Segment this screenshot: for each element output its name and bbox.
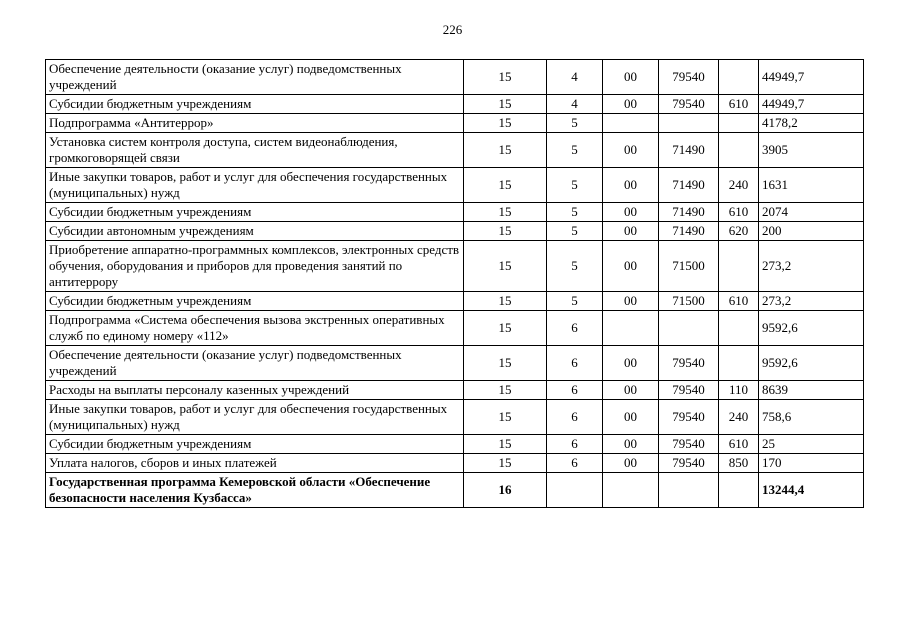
subsection-code-cell: 5 <box>547 292 603 311</box>
row-name-cell: Уплата налогов, сборов и иных платежей <box>46 454 464 473</box>
subsection-code-cell: 6 <box>547 454 603 473</box>
program-code-cell: 00 <box>603 435 659 454</box>
amount-cell: 9592,6 <box>759 346 864 381</box>
amount-cell: 273,2 <box>759 241 864 292</box>
table-row <box>46 400 864 435</box>
direction-code-cell <box>659 311 719 346</box>
direction-code-cell: 79540 <box>659 346 719 381</box>
amount-cell: 13244,4 <box>759 473 864 508</box>
row-name-cell: Установка систем контроля доступа, систем видеонаблюдения, громкоговорящей связи <box>46 133 464 168</box>
row-name-cell: Подпрограмма «Система обеспечения вызова экстренных оперативных служб по единому номеру «112» <box>46 311 464 346</box>
program-code-cell: 00 <box>603 454 659 473</box>
row-name-cell: Иные закупки товаров, работ и услуг для обеспечения государственных (муниципальных) нужд <box>46 168 464 203</box>
program-code-cell: 00 <box>603 381 659 400</box>
row-name-cell: Иные закупки товаров, работ и услуг для обеспечения государственных (муниципальных) нужд <box>46 400 464 435</box>
amount-cell: 200 <box>759 222 864 241</box>
expense-type-cell: 610 <box>719 203 759 222</box>
direction-code-cell: 79540 <box>659 435 719 454</box>
direction-code-cell: 79540 <box>659 60 719 95</box>
direction-code-cell: 71500 <box>659 241 719 292</box>
section-code-cell: 15 <box>464 311 547 346</box>
table-row <box>46 222 864 241</box>
section-code-cell: 15 <box>464 241 547 292</box>
program-code-cell: 00 <box>603 133 659 168</box>
table-row <box>46 168 864 203</box>
amount-cell: 2074 <box>759 203 864 222</box>
row-name-cell: Субсидии бюджетным учреждениям <box>46 95 464 114</box>
program-code-cell: 00 <box>603 292 659 311</box>
program-code-cell: 00 <box>603 203 659 222</box>
subsection-code-cell: 5 <box>547 133 603 168</box>
expense-type-cell: 240 <box>719 400 759 435</box>
expense-type-cell <box>719 241 759 292</box>
section-code-cell: 15 <box>464 346 547 381</box>
amount-cell: 44949,7 <box>759 95 864 114</box>
expense-type-cell: 850 <box>719 454 759 473</box>
row-name-cell: Субсидии бюджетным учреждениям <box>46 292 464 311</box>
section-code-cell: 15 <box>464 95 547 114</box>
direction-code-cell: 71500 <box>659 292 719 311</box>
direction-code-cell: 71490 <box>659 168 719 203</box>
table-row <box>46 203 864 222</box>
expense-type-cell: 610 <box>719 292 759 311</box>
table-row <box>46 60 864 95</box>
budget-table <box>45 59 864 508</box>
subsection-code-cell: 6 <box>547 400 603 435</box>
expense-type-cell <box>719 346 759 381</box>
amount-cell: 44949,7 <box>759 60 864 95</box>
program-code-cell <box>603 473 659 508</box>
section-code-cell: 15 <box>464 114 547 133</box>
subsection-code-cell: 5 <box>547 241 603 292</box>
amount-cell: 273,2 <box>759 292 864 311</box>
row-name-cell: Обеспечение деятельности (оказание услуг) подведомственных учреждений <box>46 346 464 381</box>
subsection-code-cell: 6 <box>547 435 603 454</box>
direction-code-cell: 79540 <box>659 95 719 114</box>
subsection-code-cell: 6 <box>547 346 603 381</box>
direction-code-cell: 79540 <box>659 381 719 400</box>
program-code-cell: 00 <box>603 95 659 114</box>
subsection-code-cell <box>547 473 603 508</box>
row-name-cell: Приобретение аппаратно-программных комплексов, электронных средств обучения, оборудования и приборов для проведения занятий по антитеррору <box>46 241 464 292</box>
section-code-cell: 15 <box>464 133 547 168</box>
section-code-cell: 15 <box>464 400 547 435</box>
section-code-cell: 15 <box>464 222 547 241</box>
subsection-code-cell: 5 <box>547 203 603 222</box>
amount-cell: 1631 <box>759 168 864 203</box>
amount-cell: 4178,2 <box>759 114 864 133</box>
direction-code-cell <box>659 473 719 508</box>
amount-cell: 25 <box>759 435 864 454</box>
table-row <box>46 346 864 381</box>
program-code-cell: 00 <box>603 60 659 95</box>
row-name-cell: Государственная программа Кемеровской области «Обеспечение безопасности населения Кузбасса» <box>46 473 464 508</box>
expense-type-cell: 620 <box>719 222 759 241</box>
row-name-cell: Субсидии бюджетным учреждениям <box>46 435 464 454</box>
section-code-cell: 15 <box>464 381 547 400</box>
expense-type-cell: 240 <box>719 168 759 203</box>
amount-cell: 170 <box>759 454 864 473</box>
table-row <box>46 381 864 400</box>
subsection-code-cell: 4 <box>547 60 603 95</box>
subsection-code-cell: 4 <box>547 95 603 114</box>
page-number: 226 <box>442 22 463 37</box>
amount-cell: 758,6 <box>759 400 864 435</box>
direction-code-cell <box>659 114 719 133</box>
section-code-cell: 15 <box>464 203 547 222</box>
table-row <box>46 435 864 454</box>
expense-type-cell: 610 <box>719 95 759 114</box>
subsection-code-cell: 5 <box>547 222 603 241</box>
row-name-cell: Субсидии бюджетным учреждениям <box>46 203 464 222</box>
program-code-cell: 00 <box>603 346 659 381</box>
direction-code-cell: 71490 <box>659 222 719 241</box>
section-code-cell: 15 <box>464 168 547 203</box>
table-body <box>46 60 864 508</box>
expense-type-cell <box>719 311 759 346</box>
program-code-cell: 00 <box>603 168 659 203</box>
table-row <box>46 473 864 508</box>
program-code-cell: 00 <box>603 222 659 241</box>
row-name-cell: Подпрограмма «Антитеррор» <box>46 114 464 133</box>
program-code-cell: 00 <box>603 400 659 435</box>
table-row <box>46 133 864 168</box>
amount-cell: 8639 <box>759 381 864 400</box>
row-name-cell: Субсидии автономным учреждениям <box>46 222 464 241</box>
expense-type-cell: 110 <box>719 381 759 400</box>
expense-type-cell <box>719 60 759 95</box>
table-row <box>46 114 864 133</box>
amount-cell: 9592,6 <box>759 311 864 346</box>
subsection-code-cell: 6 <box>547 381 603 400</box>
expense-type-cell <box>719 114 759 133</box>
amount-cell: 3905 <box>759 133 864 168</box>
direction-code-cell: 79540 <box>659 454 719 473</box>
subsection-code-cell: 6 <box>547 311 603 346</box>
expense-type-cell <box>719 133 759 168</box>
table-row <box>46 241 864 292</box>
subsection-code-cell: 5 <box>547 114 603 133</box>
direction-code-cell: 71490 <box>659 203 719 222</box>
section-code-cell: 15 <box>464 292 547 311</box>
table-row <box>46 311 864 346</box>
program-code-cell <box>603 114 659 133</box>
subsection-code-cell: 5 <box>547 168 603 203</box>
row-name-cell: Расходы на выплаты персоналу казенных учреждений <box>46 381 464 400</box>
section-code-cell: 15 <box>464 454 547 473</box>
table-row <box>46 95 864 114</box>
table-row <box>46 454 864 473</box>
section-code-cell: 16 <box>464 473 547 508</box>
section-code-cell: 15 <box>464 435 547 454</box>
direction-code-cell: 79540 <box>659 400 719 435</box>
row-name-cell: Обеспечение деятельности (оказание услуг) подведомственных учреждений <box>46 60 464 95</box>
section-code-cell: 15 <box>464 60 547 95</box>
table-row <box>46 292 864 311</box>
expense-type-cell <box>719 473 759 508</box>
program-code-cell <box>603 311 659 346</box>
expense-type-cell: 610 <box>719 435 759 454</box>
program-code-cell: 00 <box>603 241 659 292</box>
direction-code-cell: 71490 <box>659 133 719 168</box>
